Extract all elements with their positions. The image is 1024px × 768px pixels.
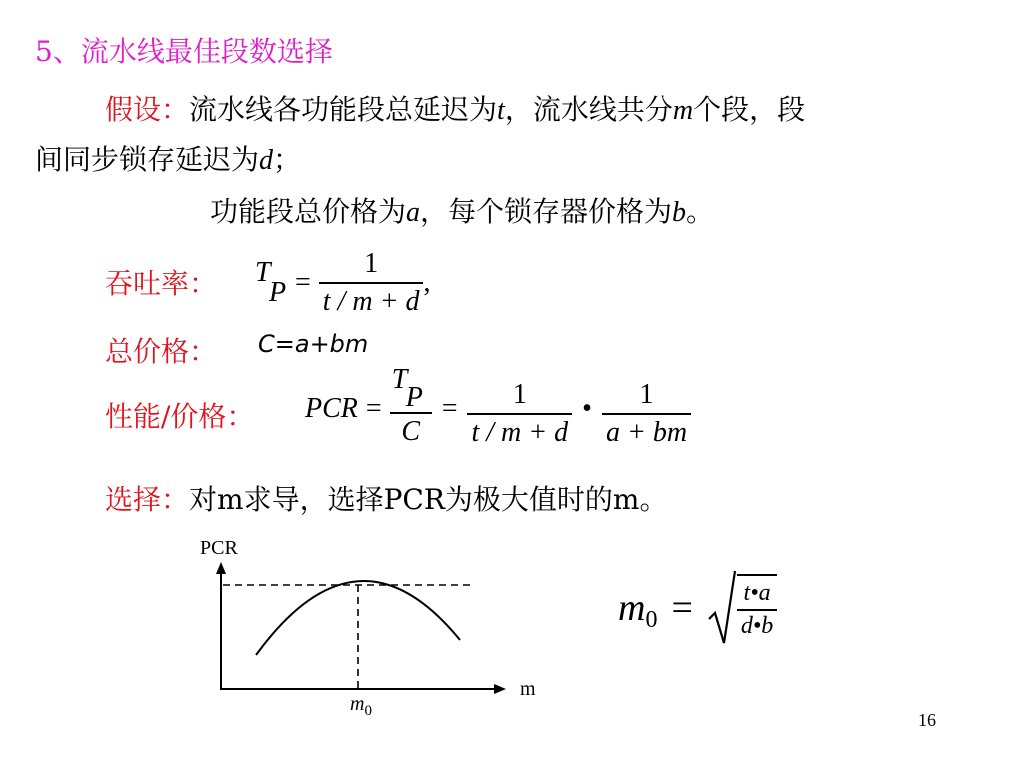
fraction-bar [319, 282, 424, 284]
fraction-numerator: 1 [512, 379, 527, 411]
assumption-label: 假设： [105, 93, 190, 126]
assumption-text-3b: ，每个锁存器价格为 [420, 195, 673, 228]
sqrt-expression [707, 569, 777, 647]
sqrt-icon [707, 569, 737, 647]
fraction-bar [467, 413, 572, 415]
assumption-text-2b: ； [273, 143, 302, 176]
x-axis-arrow [494, 684, 506, 694]
equals-sign: = [295, 266, 311, 298]
fraction-numerator: 1 [639, 379, 654, 411]
fraction-numerator [390, 364, 432, 414]
equals-sign: = [441, 393, 458, 424]
fraction-denominator: t / m + d [471, 416, 569, 448]
symbol-T: T [255, 256, 271, 288]
symbol-P: P [405, 382, 423, 414]
assumption-text-2a: 间同步锁存延迟为 [35, 143, 260, 176]
fraction-denominator: C [401, 415, 421, 447]
fraction-numerator: 1 [364, 248, 379, 279]
assumption-line-3 [210, 190, 714, 230]
choose-label: 选择： [105, 483, 190, 516]
perf-price-formula [305, 364, 691, 454]
total-price-label: 总价格： [105, 335, 218, 368]
symbol-m: m [618, 587, 646, 629]
sqrt-fraction [737, 574, 777, 640]
assumption-line-1 [105, 88, 805, 128]
fraction-denominator: t / m + d [322, 285, 420, 317]
symbol-PCR: PCR [305, 393, 358, 424]
optimum-formula [618, 568, 777, 648]
y-axis-arrow [216, 562, 226, 574]
fraction-denominator: d•b [740, 612, 774, 639]
equals-sign: = [671, 587, 693, 629]
symbol-P: P [269, 276, 287, 308]
assumption-text-3c: 。 [686, 195, 715, 228]
perf-fraction-1 [390, 364, 432, 448]
throughput-label: 吞吐率： [105, 267, 218, 300]
choose-line [105, 478, 667, 518]
graph-y-label: PCR [200, 537, 238, 559]
var-m: m [672, 95, 694, 126]
var-t: t [497, 95, 505, 126]
equals-sign: = [365, 393, 382, 424]
var-d: d [259, 145, 274, 176]
pcr-curve [256, 581, 460, 655]
subscript-0: 0 [645, 606, 658, 633]
throughput-formula [255, 248, 430, 318]
graph-x-label: m [520, 678, 536, 700]
x-mark-m: m [350, 693, 365, 715]
assumption-text-1c: 个段，段 [693, 93, 806, 126]
var-b: b [672, 197, 687, 228]
assumption-text-1b: ，流水线共分 [504, 93, 673, 126]
page-number: 16 [918, 710, 936, 730]
fraction-bar [737, 609, 777, 611]
fraction-bar [602, 413, 691, 415]
assumption-line-2 [35, 138, 301, 178]
perf-fraction-2 [467, 379, 572, 449]
choose-text: 对m求导，选择PCR为极大值时的m。 [189, 483, 668, 516]
throughput-lhs [255, 255, 287, 311]
perf-fraction-3 [602, 379, 691, 449]
symbol-T: T [391, 364, 408, 396]
multiply-dot: • [582, 393, 592, 424]
assumption-text-1a: 流水线各功能段总延迟为 [189, 93, 498, 126]
fraction-numerator: t•a [743, 580, 771, 607]
slide-title: 5、流水线最佳段数选择 [35, 35, 333, 68]
x-mark-m0 [350, 693, 372, 719]
x-mark-subscript: 0 [364, 703, 372, 719]
comma: , [423, 266, 431, 298]
pcr-graph [190, 530, 550, 720]
assumption-text-3a: 功能段总价格为 [210, 195, 407, 228]
var-a: a [406, 197, 421, 228]
throughput-fraction [319, 248, 424, 318]
perf-price-label: 性能/价格： [105, 400, 255, 433]
fraction-denominator: a + bm [605, 416, 688, 448]
total-price-formula: C=a+bm [258, 330, 369, 358]
